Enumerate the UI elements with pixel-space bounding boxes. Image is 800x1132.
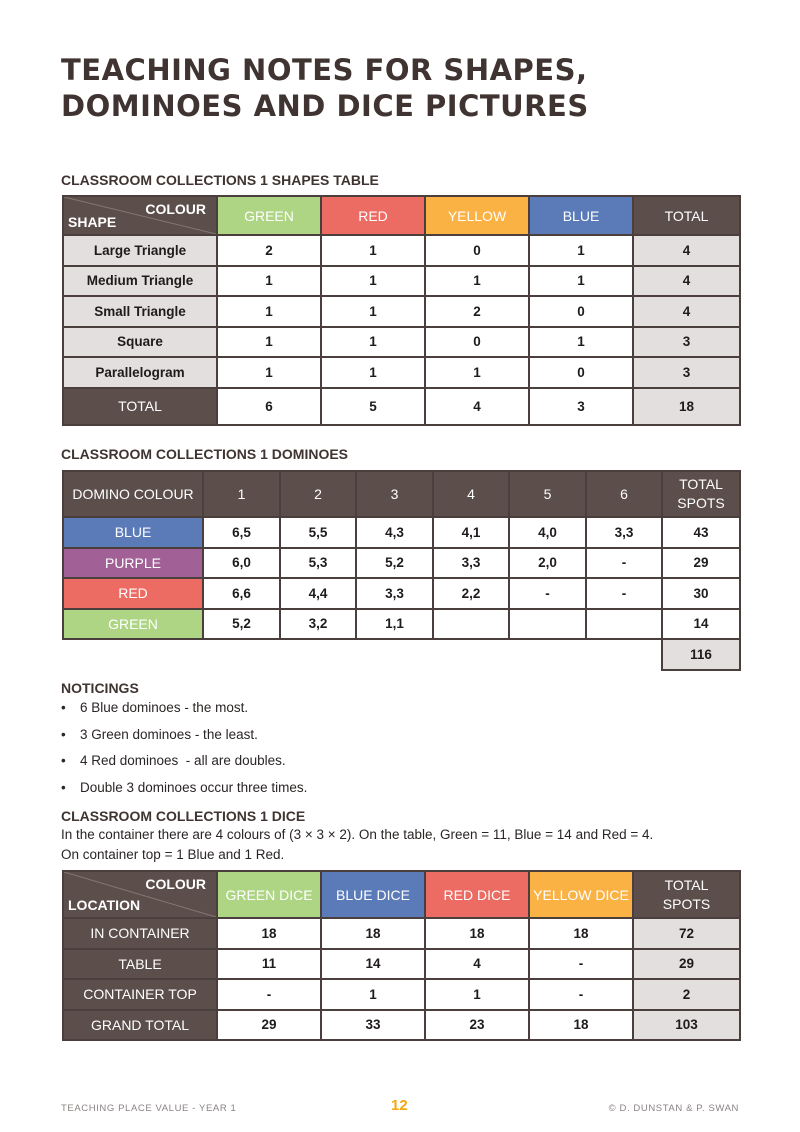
table-cell: 1 — [321, 266, 425, 297]
table-cell — [586, 609, 662, 640]
table-cell: 5 — [321, 388, 425, 425]
dice-table — [62, 870, 741, 1041]
bullet: • — [61, 779, 66, 795]
table-cell: 1 — [217, 266, 321, 297]
row-label: Medium Triangle — [63, 266, 217, 297]
table-row — [63, 949, 740, 980]
table-cell: 5,2 — [203, 609, 280, 640]
row-label-blue: BLUE — [63, 517, 203, 548]
bullet: • — [61, 726, 66, 742]
table-row — [63, 578, 740, 609]
table-cell — [433, 609, 509, 640]
table-cell: 2,0 — [509, 548, 586, 579]
table-cell: 1 — [425, 266, 529, 297]
table-cell: 1 — [321, 327, 425, 358]
table-cell: 29 — [217, 1010, 321, 1041]
col-header-yellow-dice: YELLOW DICE — [529, 871, 633, 918]
table-cell: 2,2 — [433, 578, 509, 609]
corner-location-label: LOCATION — [68, 897, 141, 913]
row-total-cell: 4 — [633, 296, 740, 327]
dice-corner-header — [63, 871, 217, 918]
table-cell: 6,6 — [203, 578, 280, 609]
dice-intro-line-2: On container top = 1 Blue and 1 Red. — [61, 847, 285, 862]
table-cell: 4,4 — [280, 578, 356, 609]
table-row — [63, 357, 740, 388]
table-cell: 1 — [529, 327, 633, 358]
col-header-yellow: YELLOW — [425, 196, 529, 235]
col-header-5: 5 — [509, 471, 586, 517]
table-cell — [509, 609, 586, 640]
row-total-cell: 2 — [633, 979, 740, 1010]
dominoes-table — [62, 470, 741, 671]
total-spots-line-2: SPOTS — [677, 495, 725, 511]
col-header-4: 4 — [433, 471, 509, 517]
col-header-total: TOTAL — [633, 196, 740, 235]
table-cell: 14 — [321, 949, 425, 980]
table-cell: 3 — [529, 388, 633, 425]
list-item — [61, 778, 741, 805]
table-cell: - — [217, 979, 321, 1010]
table-cell: 1 — [217, 296, 321, 327]
table-cell: 1 — [217, 357, 321, 388]
col-header-6: 6 — [586, 471, 662, 517]
table-cell: 1 — [529, 266, 633, 297]
row-total-cell: 4 — [633, 235, 740, 266]
col-header-1: 1 — [203, 471, 280, 517]
table-cell: 23 — [425, 1010, 529, 1041]
table-cell: 18 — [529, 918, 633, 949]
list-item — [61, 725, 741, 752]
table-cell: 1,1 — [356, 609, 433, 640]
row-total-cell: 14 — [662, 609, 740, 640]
table-cell: 3,3 — [433, 548, 509, 579]
table-cell: 4,0 — [509, 517, 586, 548]
list-item — [61, 698, 741, 725]
corner-colour-label: COLOUR — [145, 876, 206, 892]
row-label-purple: PURPLE — [63, 548, 203, 579]
shapes-table — [62, 195, 741, 426]
table-cell: 18 — [217, 918, 321, 949]
bullet: • — [61, 753, 66, 768]
table-row — [63, 517, 740, 548]
col-header-green: GREEN — [217, 196, 321, 235]
table-cell: 6 — [217, 388, 321, 425]
table-cell: 18 — [321, 918, 425, 949]
row-label: IN CONTAINER — [63, 918, 217, 949]
table-cell: 6,5 — [203, 517, 280, 548]
table-cell: 1 — [321, 979, 425, 1010]
row-total-cell: 72 — [633, 918, 740, 949]
shapes-corner-header — [63, 196, 217, 235]
table-cell: 5,5 — [280, 517, 356, 548]
row-total-cell: 3 — [633, 357, 740, 388]
table-cell: 5,2 — [356, 548, 433, 579]
table-cell: 18 — [425, 918, 529, 949]
shapes-heading: CLASSROOM COLLECTIONS 1 SHAPES TABLE — [61, 172, 379, 188]
col-header-3: 3 — [356, 471, 433, 517]
col-header-red-dice: RED DICE — [425, 871, 529, 918]
table-cell: 0 — [425, 235, 529, 266]
col-header-blue: BLUE — [529, 196, 633, 235]
col-header-2: 2 — [280, 471, 356, 517]
table-cell: 4 — [425, 949, 529, 980]
grand-total-row — [63, 639, 740, 670]
table-cell: - — [529, 979, 633, 1010]
table-cell: - — [509, 578, 586, 609]
table-cell: 0 — [529, 296, 633, 327]
list-item — [61, 751, 741, 778]
total-spots-line-1: TOTAL — [679, 476, 723, 492]
page-title-line-2: DOMINOES AND DICE PICTURES — [61, 89, 589, 123]
col-header-domino-colour: DOMINO COLOUR — [63, 471, 203, 517]
col-header-red: RED — [321, 196, 425, 235]
row-label-red: RED — [63, 578, 203, 609]
table-row — [63, 918, 740, 949]
row-total-cell: 29 — [633, 949, 740, 980]
table-cell: 1 — [321, 235, 425, 266]
table-row — [63, 1010, 740, 1041]
table-row — [63, 979, 740, 1010]
col-header-green-dice: GREEN DICE — [217, 871, 321, 918]
footer-left: TEACHING PLACE VALUE - YEAR 1 — [61, 1103, 237, 1114]
table-cell: 4 — [425, 388, 529, 425]
table-row — [63, 235, 740, 266]
table-cell: 1 — [425, 979, 529, 1010]
noticings-list — [61, 698, 741, 804]
total-spots-line-2: SPOTS — [662, 895, 711, 912]
total-row-label: TOTAL — [63, 388, 217, 425]
row-total-cell: 29 — [662, 548, 740, 579]
table-row — [63, 266, 740, 297]
row-label-green: GREEN — [63, 609, 203, 640]
row-total-cell: 4 — [633, 266, 740, 297]
table-cell: 1 — [321, 296, 425, 327]
table-cell: 11 — [217, 949, 321, 980]
grand-total-cell: 116 — [662, 639, 740, 670]
table-cell: 3,3 — [586, 517, 662, 548]
table-cell: 3,2 — [280, 609, 356, 640]
table-cell: 6,0 — [203, 548, 280, 579]
bullet: • — [61, 700, 66, 715]
table-cell: 3,3 — [356, 578, 433, 609]
table-cell: 1 — [217, 327, 321, 358]
table-cell: 1 — [321, 357, 425, 388]
page-title-line-1: TEACHING NOTES FOR SHAPES, — [61, 53, 588, 87]
row-label: TABLE — [63, 949, 217, 980]
row-label: Parallelogram — [63, 357, 217, 388]
table-cell: 18 — [529, 1010, 633, 1041]
table-cell: 2 — [217, 235, 321, 266]
table-cell: - — [529, 949, 633, 980]
list-item-text: 3 Green dominoes - the least. — [80, 726, 258, 742]
table-cell: - — [586, 578, 662, 609]
list-item-text: 6 Blue dominoes - the most. — [80, 700, 249, 715]
grand-total-cell: 103 — [633, 1010, 740, 1041]
total-spots-line-1: TOTAL — [664, 876, 709, 893]
table-cell: - — [586, 548, 662, 579]
list-item-text: 4 Red dominoes - all are doubles. — [80, 753, 286, 768]
table-cell: 2 — [425, 296, 529, 327]
table-cell: 33 — [321, 1010, 425, 1041]
table-row — [63, 296, 740, 327]
row-total-cell: 43 — [662, 517, 740, 548]
dominoes-heading: CLASSROOM COLLECTIONS 1 DOMINOES — [61, 446, 349, 462]
table-cell: 1 — [529, 235, 633, 266]
table-row — [63, 609, 740, 640]
total-row — [63, 388, 740, 425]
row-label: Large Triangle — [63, 235, 217, 266]
table-row — [63, 548, 740, 579]
table-row — [63, 327, 740, 358]
row-total-cell: 3 — [633, 327, 740, 358]
col-header-blue-dice: BLUE DICE — [321, 871, 425, 918]
table-cell: 4,1 — [433, 517, 509, 548]
row-label: GRAND TOTAL — [63, 1010, 217, 1041]
grand-total-cell: 18 — [633, 388, 740, 425]
row-total-cell: 30 — [662, 578, 740, 609]
row-label: CONTAINER TOP — [63, 979, 217, 1010]
col-header-total-spots — [633, 871, 740, 918]
table-cell: 0 — [425, 327, 529, 358]
page-title — [61, 52, 741, 124]
noticings-heading: NOTICINGS — [61, 680, 139, 696]
corner-shape-label: SHAPE — [68, 214, 117, 230]
corner-colour-label: COLOUR — [145, 201, 206, 217]
dice-intro — [61, 825, 751, 865]
table-cell: 1 — [425, 357, 529, 388]
dice-intro-line-1: In the container there are 4 colours of (3 × 3 × 2). On the table, Green = 11, Blue = 14 and Red = 4. — [61, 827, 654, 842]
table-cell: 0 — [529, 357, 633, 388]
row-label: Square — [63, 327, 217, 358]
page-number: 12 — [391, 1097, 408, 1114]
footer-right: © D. DUNSTAN & P. SWAN — [608, 1103, 739, 1114]
list-item-text: Double 3 dominoes occur three times. — [80, 779, 308, 795]
table-cell: 5,3 — [280, 548, 356, 579]
row-label: Small Triangle — [63, 296, 217, 327]
dice-heading: CLASSROOM COLLECTIONS 1 DICE — [61, 808, 306, 824]
col-header-total-spots — [662, 471, 740, 517]
table-cell: 4,3 — [356, 517, 433, 548]
